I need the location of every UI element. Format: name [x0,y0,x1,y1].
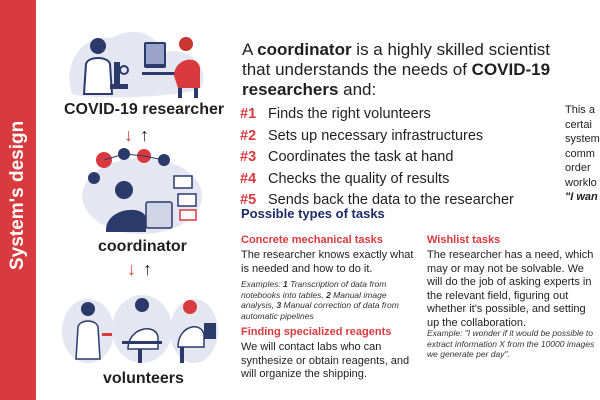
wishlist-tasks-example: Example: "I wonder if it would be possible to extract information X from the 10000 images we generate per day". [427,328,595,359]
step-number: #2 [240,127,257,144]
step-text: Sends back the data to the researcher [268,192,514,208]
intro-text-a: A [242,40,258,59]
side-note-quote: "I wan [565,191,598,203]
step-item [240,147,550,169]
side-note-line: order [565,162,591,174]
examples-label: Examples: [241,279,284,289]
side-note-line: worklo [565,176,597,189]
arrow-up-icon: ↑ [143,259,152,279]
step-item [240,126,550,148]
sidebar-banner [0,0,36,400]
arrow-down-icon: ↓ [124,125,133,145]
tasks-section-title: Possible types of tasks [241,206,385,221]
reagents-heading: Finding specialized reagents [241,326,392,338]
intro-researchers-word: COVID-19 researchers [242,60,551,99]
volunteers-illustration [60,283,220,367]
volunteers-label: volunteers [103,370,184,387]
side-note-line: certai [565,118,592,131]
step-text: Checks the quality of results [268,170,450,187]
intro-text-c: and: [338,80,377,99]
reagents-body: We will contact labs who can synthesize or obtain reagents, and will organize the shipping. [241,341,410,380]
sidebar-title: System's design [7,120,28,270]
example-number: 2 [326,289,331,300]
coordinator-illustration [80,146,215,238]
step-number: #3 [240,149,257,165]
arrow-down-icon: ↓ [127,259,136,279]
concrete-tasks-heading: Concrete mechanical tasks [241,234,383,246]
step-number: #4 [240,170,257,187]
researcher-illustration [62,24,212,100]
coordinator-intro [242,40,562,100]
arrow-up-icon: ↑ [140,125,149,145]
example-number: 3 [276,300,282,310]
concrete-tasks-examples [241,279,421,321]
step-text: Sets up necessary infrastructures [268,127,484,144]
step-item [240,169,550,191]
side-note-line: comm [565,147,595,160]
wishlist-tasks-heading: Wishlist tasks [427,234,501,246]
concrete-tasks-body: The researcher knows exactly what is needed and how to do it. [241,249,414,275]
researcher-label: COVID-19 researcher [64,101,225,118]
coordinator-label: coordinator [98,238,187,255]
step-number: #1 [240,106,257,122]
example-text: Manual correction of data from automatic pipelines [241,300,399,321]
example-text: Manual image analysis, [241,289,387,310]
example-text: Transcription of data from notebooks into tables, [241,279,387,300]
side-note-line: This a [565,104,595,116]
step-number: #5 [240,192,257,208]
example-number: 1 [283,279,288,289]
wishlist-tasks-body: The researcher has a need, which may or may not be solvable. We will do the job of asking experts in the relevant field, figuring out whether it's possible, and setting up the collaboration. [427,249,594,329]
step-text: Finds the right volunteers [268,106,431,122]
intro-text-b: is a highly skilled scientist that understands the needs of [242,40,550,79]
side-note-line: system [565,133,600,145]
step-item [240,104,550,126]
coordinator-steps-list [240,104,550,212]
side-note-cropped [565,103,600,205]
intro-coordinator-word: coordinator [257,40,352,59]
step-text: Coordinates the task at hand [268,149,454,165]
